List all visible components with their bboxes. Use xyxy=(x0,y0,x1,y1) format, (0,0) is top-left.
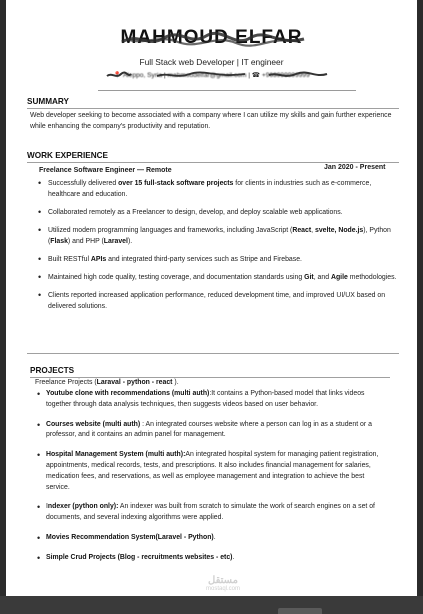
experience-bullet xyxy=(36,207,398,218)
bold-text: Movies Recommendation System(Laravel - Python) xyxy=(46,533,214,541)
location-text: Aleppo, Syria xyxy=(122,72,163,79)
bold-text: Git xyxy=(304,274,314,281)
experience-bullet xyxy=(36,272,398,283)
resume-page xyxy=(6,0,417,596)
candidate-name: MAHMOUD ELFAR xyxy=(120,27,303,48)
mostaql-watermark xyxy=(199,576,247,593)
bold-text: Youtube clone with recommendations (multi auth) xyxy=(46,390,210,397)
email-text: mahmoudelfar@gmail.com xyxy=(167,72,247,79)
watermark-latin: mostaql.com xyxy=(205,586,240,592)
summary-text: Web developer seeking to become associated with a company where I can utilize my skills and gain further experience while enhancing the company's productivity and reputation. xyxy=(30,112,392,130)
job-title: Freelance Software Engineer — Remote xyxy=(39,167,172,174)
bold-text: Laraval - python - react xyxy=(96,379,173,386)
text-run: Maintained high code quality, testing coverage, and documentation standards using xyxy=(48,274,305,281)
text-run: . xyxy=(213,533,216,541)
experience-bullet xyxy=(36,254,398,265)
text-run: and integrated third-party services such as Stripe and Firebase. xyxy=(106,256,302,263)
bold-text: Flask xyxy=(50,238,68,245)
pin-icon: 📍 xyxy=(113,72,122,79)
bold-text: over 15 full-stack software projects xyxy=(118,180,234,187)
viewer-tab xyxy=(278,608,322,614)
projects-divider xyxy=(30,377,390,378)
project-item xyxy=(37,389,389,411)
bold-text: Hospital Management System (multi auth): xyxy=(46,451,186,459)
text-run: , and xyxy=(313,274,331,281)
text-run: An integrated hospital system for managing patient registration, appointments, medical records, tests, and prescriptions. It also includes financial management for salaries, medication fees, and reservations, as well as employee management and integration to achieve the best service. xyxy=(46,451,379,491)
project-item xyxy=(37,553,389,564)
contact-line: 📍 Aleppo, Syria | mahmoudelfar@gmail.com | ☎ +963999999999 xyxy=(113,72,310,79)
projects-bullets xyxy=(37,389,389,573)
bold-text: Courses website (multi auth) xyxy=(46,420,141,428)
summary-divider xyxy=(27,108,399,109)
phone-icon: ☎ xyxy=(251,72,261,79)
bold-text: ndexer (python only): xyxy=(47,503,119,511)
text-run: : An integrated courses website where a person can log in as a student or a professor, and it contains an admin panel for management. xyxy=(46,420,372,439)
email-redaction xyxy=(156,70,246,80)
projects-heading: PROJECTS xyxy=(30,366,75,375)
text-run: Built RESTful xyxy=(48,256,91,263)
text-run: Utilized modern programming languages and frameworks, including JavaScript ( xyxy=(48,227,293,234)
text-run: for clients in industries such as e-commerce, healthcare and education. xyxy=(48,180,372,198)
project-item xyxy=(37,502,389,524)
experience-divider xyxy=(27,162,399,163)
name-redaction xyxy=(118,30,308,50)
bold-text: Laravel xyxy=(103,238,128,245)
text-run: ). xyxy=(127,238,133,245)
summary-heading: SUMMARY xyxy=(27,97,69,106)
text-run: Successfully delivered xyxy=(48,180,119,187)
text-run: I xyxy=(46,503,48,511)
candidate-subtitle: Full Stack web Developer | IT engineer xyxy=(139,57,284,67)
project-item xyxy=(37,450,389,493)
project-item xyxy=(37,420,389,442)
text-run: Collaborated remotely as a Freelancer to design, develop, and deploy scalable web applications. xyxy=(48,209,343,216)
text-run: :It contains a Python-based model that links videos together through data analysis techniques, then suggests videos based on user behavior. xyxy=(46,390,365,408)
phone-text: +963999999999 xyxy=(261,72,310,79)
location-redaction xyxy=(106,70,132,80)
text-run: An indexer was built from scratch to simulate the work of search engines on a set of documents, and several indexing algorithms were applied. xyxy=(46,503,375,522)
experience-bullets xyxy=(36,178,398,319)
text-run: Clients reported increased application performance, reduced development time, and improved UI/UX based on delivered solutions. xyxy=(48,292,386,310)
experience-end-divider xyxy=(27,353,399,354)
text-run: , xyxy=(311,227,315,234)
bold-text: Agile xyxy=(330,274,348,281)
text-run: ) and PHP ( xyxy=(67,238,104,245)
experience-bullet xyxy=(36,225,398,247)
bold-text: svelte, Node.js xyxy=(314,227,364,234)
phone-redaction xyxy=(268,70,328,80)
project-item xyxy=(37,533,389,544)
text-run: Freelance Projects ( xyxy=(35,379,97,386)
experience-bullet xyxy=(36,290,398,312)
bold-text: React xyxy=(292,227,312,234)
watermark-arabic: مستقل xyxy=(208,575,238,586)
header-divider xyxy=(98,90,356,91)
text-run: . xyxy=(232,553,235,561)
viewer-bottom-bar xyxy=(0,596,423,614)
bold-text: APIs xyxy=(90,256,107,263)
experience-bullet xyxy=(36,178,398,200)
job-dates: Jan 2020 - Present xyxy=(324,164,386,171)
text-run: ), Python ( xyxy=(48,227,391,245)
experience-heading: WORK EXPERIENCE xyxy=(27,151,108,160)
text-run: methodologies. xyxy=(347,274,397,281)
bold-text: Simple Crud Projects (Blog - recruitments websites - etc) xyxy=(46,553,233,561)
projects-intro xyxy=(35,379,179,386)
text-run: ). xyxy=(172,379,179,386)
